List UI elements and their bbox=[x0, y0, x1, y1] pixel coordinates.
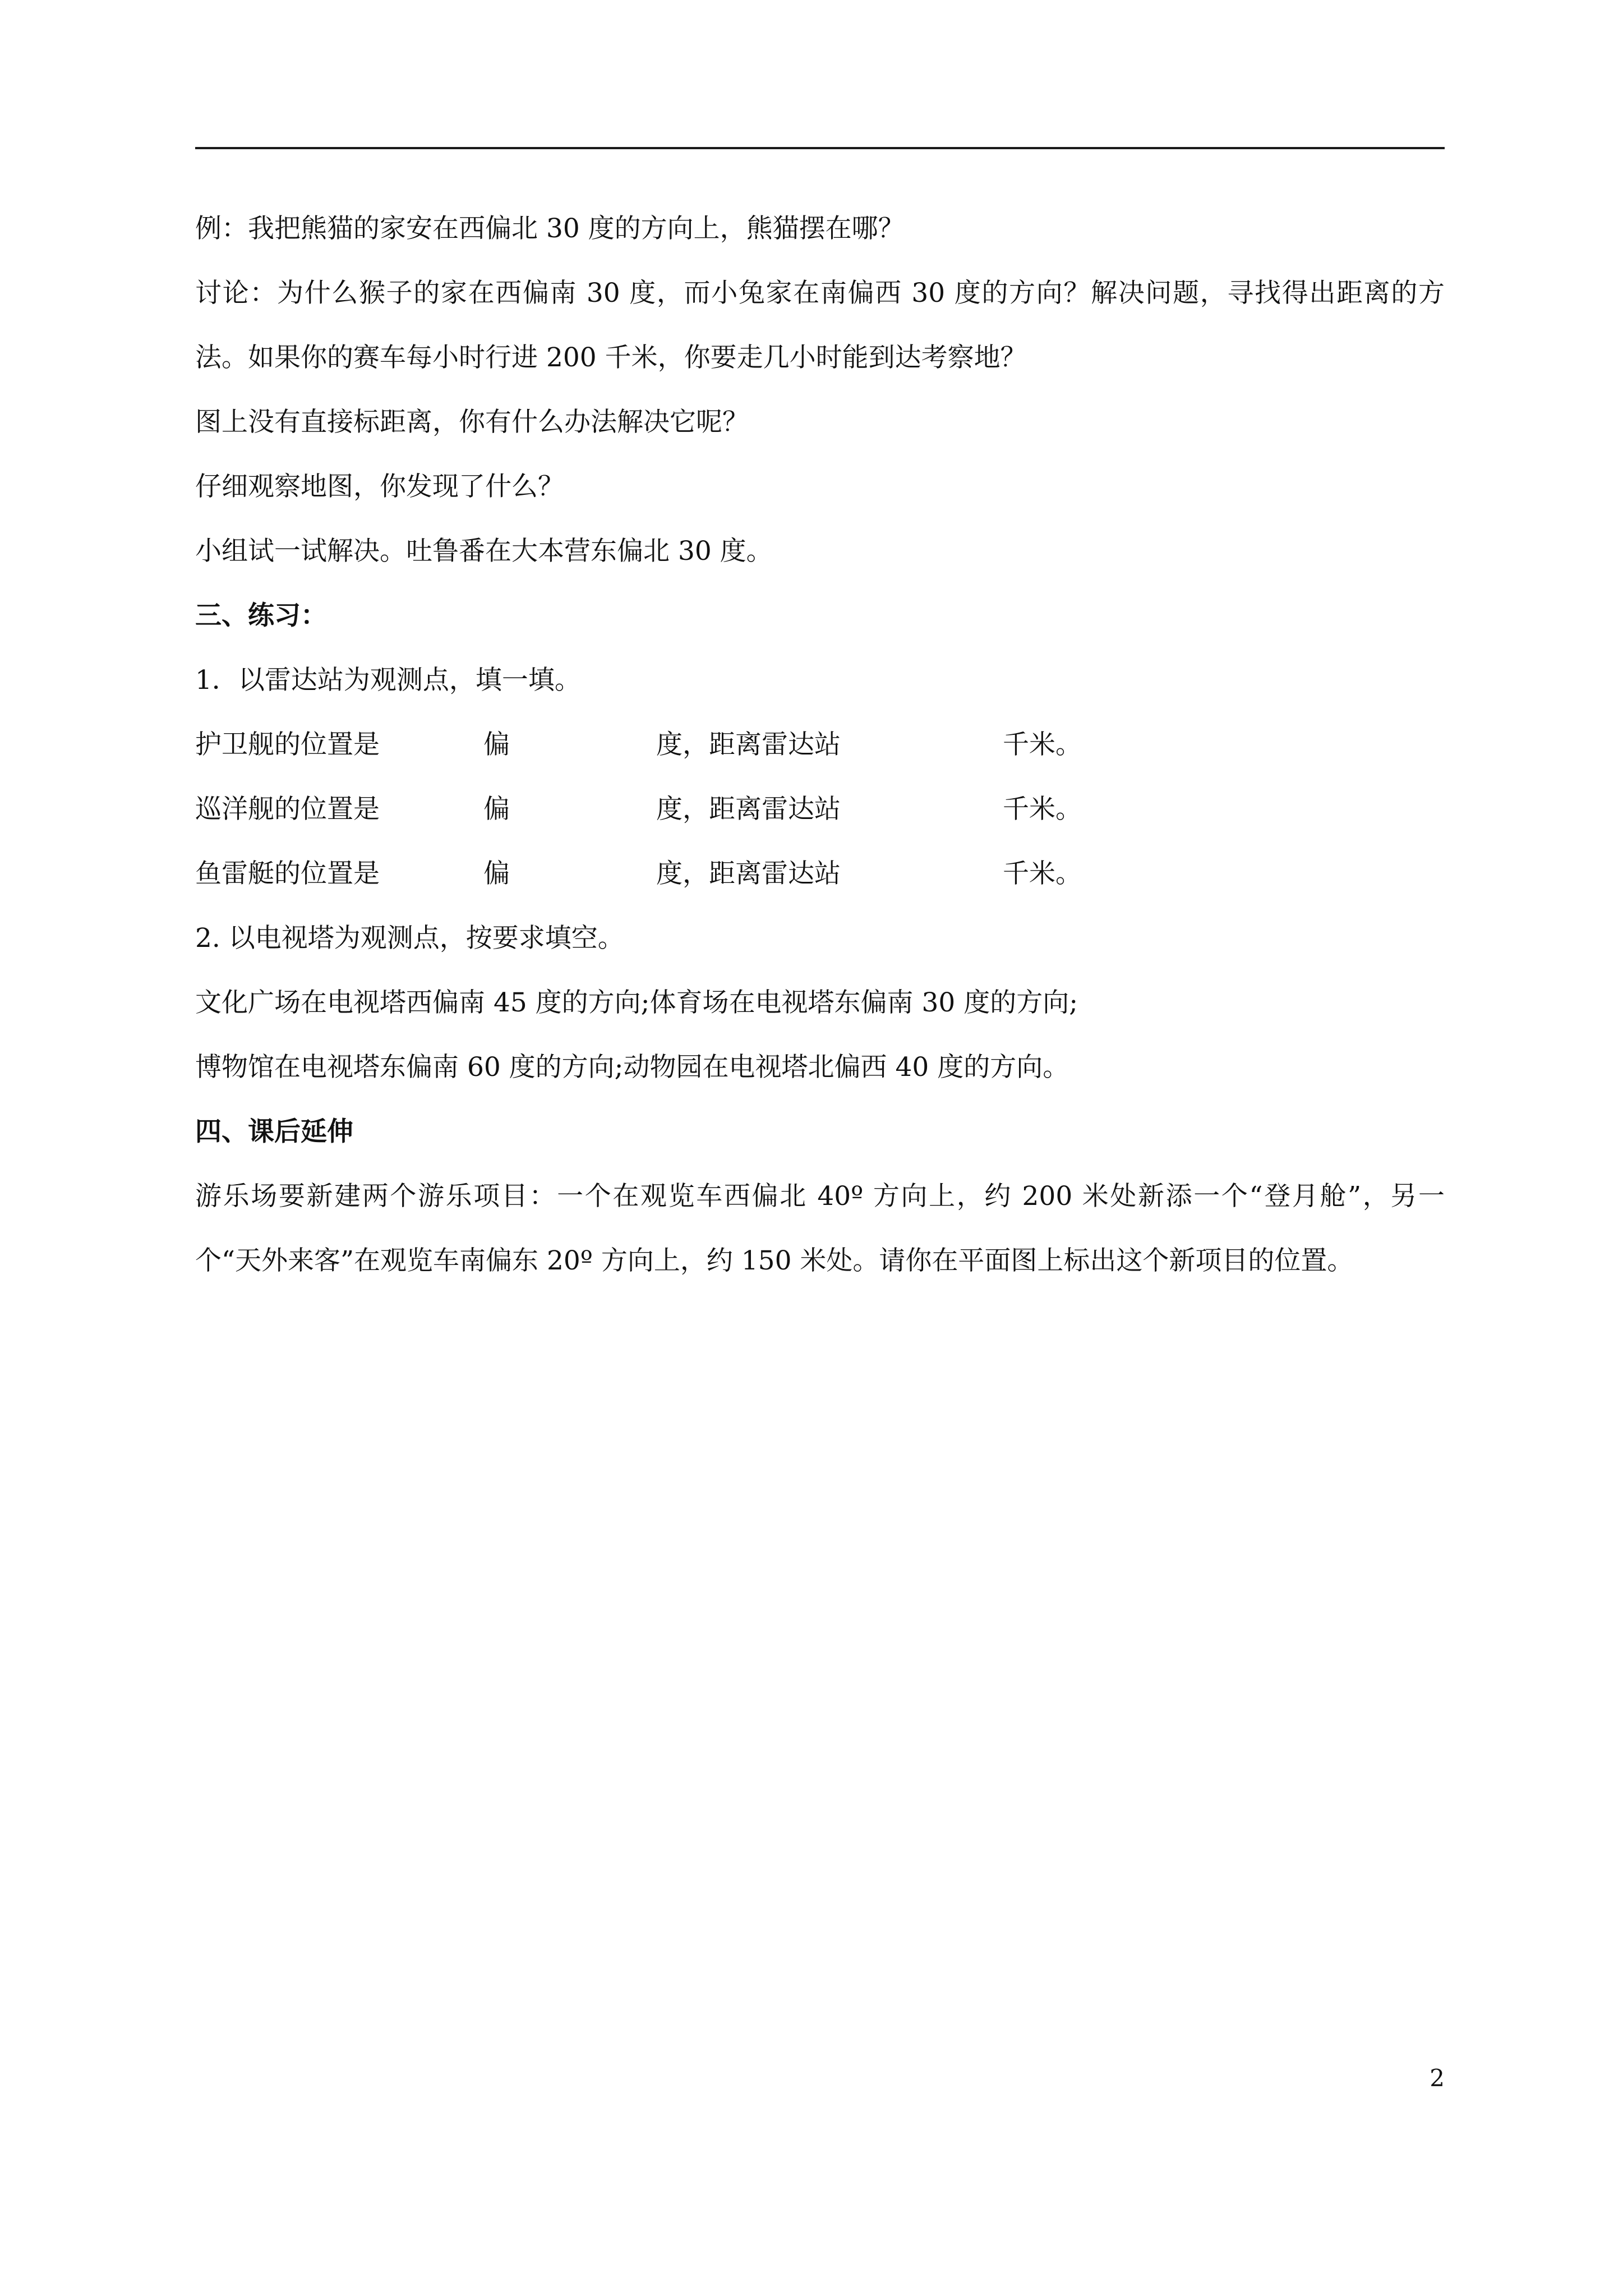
page-number: 2 bbox=[1430, 2064, 1445, 2092]
fill-row-unit: 千米。 bbox=[1003, 794, 1082, 825]
exercise2-title: 2. 以电视塔为观测点，按要求填空。 bbox=[195, 923, 624, 954]
fill-row-unit: 千米。 bbox=[1003, 858, 1082, 889]
fill-row-direction: 偏 bbox=[483, 858, 510, 889]
section-practice-heading: 三、练习： bbox=[195, 600, 327, 631]
fill-row-label: 鱼雷艇的位置是 bbox=[195, 858, 380, 889]
exercise1-title: 1．以雷达站为观测点，填一填。 bbox=[195, 665, 581, 696]
group-try-paragraph: 小组试一试解决。吐鲁番在大本营东偏北 30 度。 bbox=[195, 536, 773, 567]
section-extension-heading: 四、课后延伸 bbox=[195, 1116, 353, 1147]
fill-row-direction: 偏 bbox=[483, 729, 510, 760]
header-rule bbox=[195, 147, 1445, 149]
fill-row-label: 护卫舰的位置是 bbox=[195, 729, 380, 760]
exercise2-line2: 博物馆在电视塔东偏南 60 度的方向;动物园在电视塔北偏西 40 度的方向。 bbox=[195, 1052, 1069, 1083]
fill-row-degree: 度，距离雷达站 bbox=[656, 794, 841, 825]
fill-row bbox=[195, 841, 1445, 906]
exercise2-line1: 文化广场在电视塔西偏南 45 度的方向;体育场在电视塔东偏南 30 度的方向; bbox=[195, 987, 1078, 1018]
fill-row-label: 巡洋舰的位置是 bbox=[195, 794, 380, 825]
fill-row-unit: 千米。 bbox=[1003, 729, 1082, 760]
fill-row-degree: 度，距离雷达站 bbox=[656, 729, 841, 760]
example-paragraph: 例：我把熊猫的家安在西偏北 30 度的方向上，熊猫摆在哪？ bbox=[195, 213, 905, 244]
distance-question: 图上没有直接标距离，你有什么办法解决它呢？ bbox=[195, 407, 749, 438]
fill-row bbox=[195, 712, 1445, 777]
observe-question: 仔细观察地图，你发现了什么？ bbox=[195, 471, 564, 502]
fill-row-degree: 度，距离雷达站 bbox=[656, 858, 841, 889]
fill-row bbox=[195, 777, 1445, 841]
page-content bbox=[195, 196, 1445, 1293]
fill-row-direction: 偏 bbox=[483, 794, 510, 825]
extension-paragraph: 游乐场要新建两个游乐项目：一个在观览车西偏北 40º 方向上，约 200 米处新添一个“登月舱”，另一个“天外来客”在观览车南偏东 20º 方向上，约 150 米处。请你在平面图上标出这个新项目的位置。 bbox=[195, 1181, 1445, 1276]
discussion-paragraph: 讨论：为什么猴子的家在西偏南 30 度，而小兔家在南偏西 30 度的方向？解决问题，寻找得出距离的方法。如果你的赛车每小时行进 200 千米，你要走几小时能到达考察地？ bbox=[195, 278, 1445, 373]
